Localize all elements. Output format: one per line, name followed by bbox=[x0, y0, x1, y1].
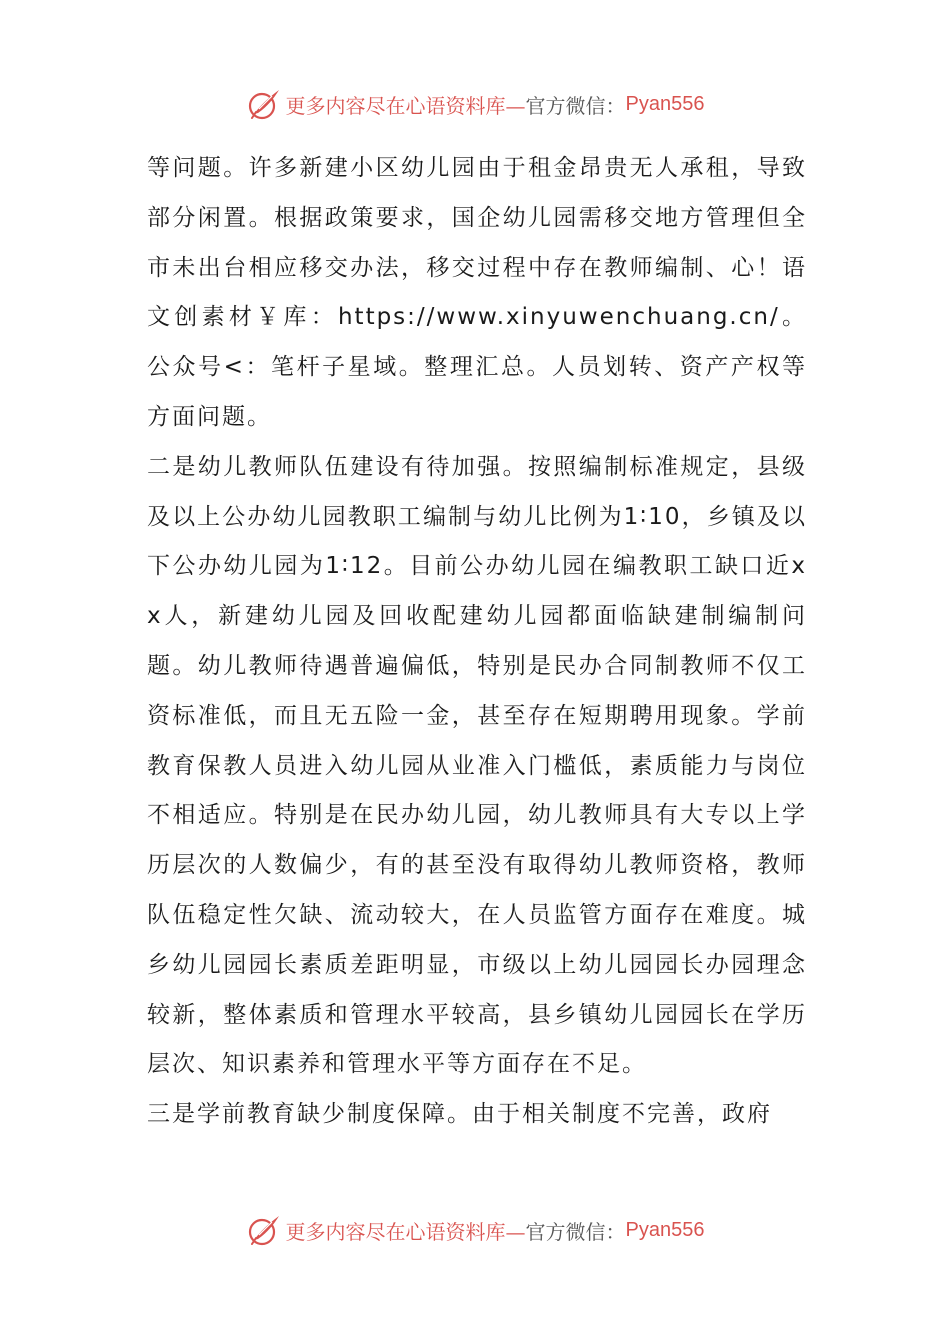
wechat-id: Pyan556 bbox=[625, 92, 705, 115]
footer-banner bbox=[0, 1210, 950, 1250]
document-body bbox=[147, 144, 807, 1140]
paragraph-1: 等问题。许多新建小区幼儿园由于租金昂贵无人承租，导致部分闲置。根据政策要求，国企幼儿园需移交地方管理但全市未出台相应移交办法，移交过程中存在教师编制、心！语文创素材￥库：https://www.xinyuwenchuang.cn/。公众号<：笔杆子星域。整理汇总。人员划转、资产产权等方面问题。 bbox=[147, 155, 807, 430]
wechat-label: 官方微信： bbox=[525, 1219, 626, 1244]
banner-text: 更多内容尽在心语资料库— bbox=[285, 93, 526, 118]
header-banner bbox=[0, 84, 950, 124]
banner-text: 更多内容尽在心语资料库— bbox=[285, 1219, 526, 1244]
paragraph-2: 二是幼儿教师队伍建设有待加强。按照编制标准规定，县级及以上公办幼儿园教职工编制与幼儿比例为1∶10，乡镇及以下公办幼儿园为1∶12。目前公办幼儿园在编教职工缺口近xx人，新建幼儿园及回收配建幼儿园都面临缺建制编制问题。幼儿教师待遇普遍偏低，特别是民办合同制教师不仅工资标准低，而且无五险一金，甚至存在短期聘用现象。学前教育保教人员进入幼儿园从业准入门槛低，素质能力与岗位不相适应。特别是在民办幼儿园，幼儿教师具有大专以上学历层次的人数偏少，有的甚至没有取得幼儿教师资格，教师队伍稳定性欠缺、流动较大，在人员监管方面存在难度。城乡幼儿园园长素质差距明显，市级以上幼儿园园长办园理念较新，整体素质和管理水平较高，县乡镇幼儿园园长在学历层次、知识素养和管理水平等方面存在不足。 bbox=[147, 453, 807, 1078]
quill-logo-icon bbox=[246, 86, 282, 122]
wechat-id: Pyan556 bbox=[625, 1218, 705, 1241]
paragraph-3: 三是学前教育缺少制度保障。由于相关制度不完善，政府 bbox=[147, 1101, 772, 1128]
quill-logo-icon bbox=[246, 1212, 282, 1248]
wechat-label: 官方微信： bbox=[525, 93, 626, 118]
